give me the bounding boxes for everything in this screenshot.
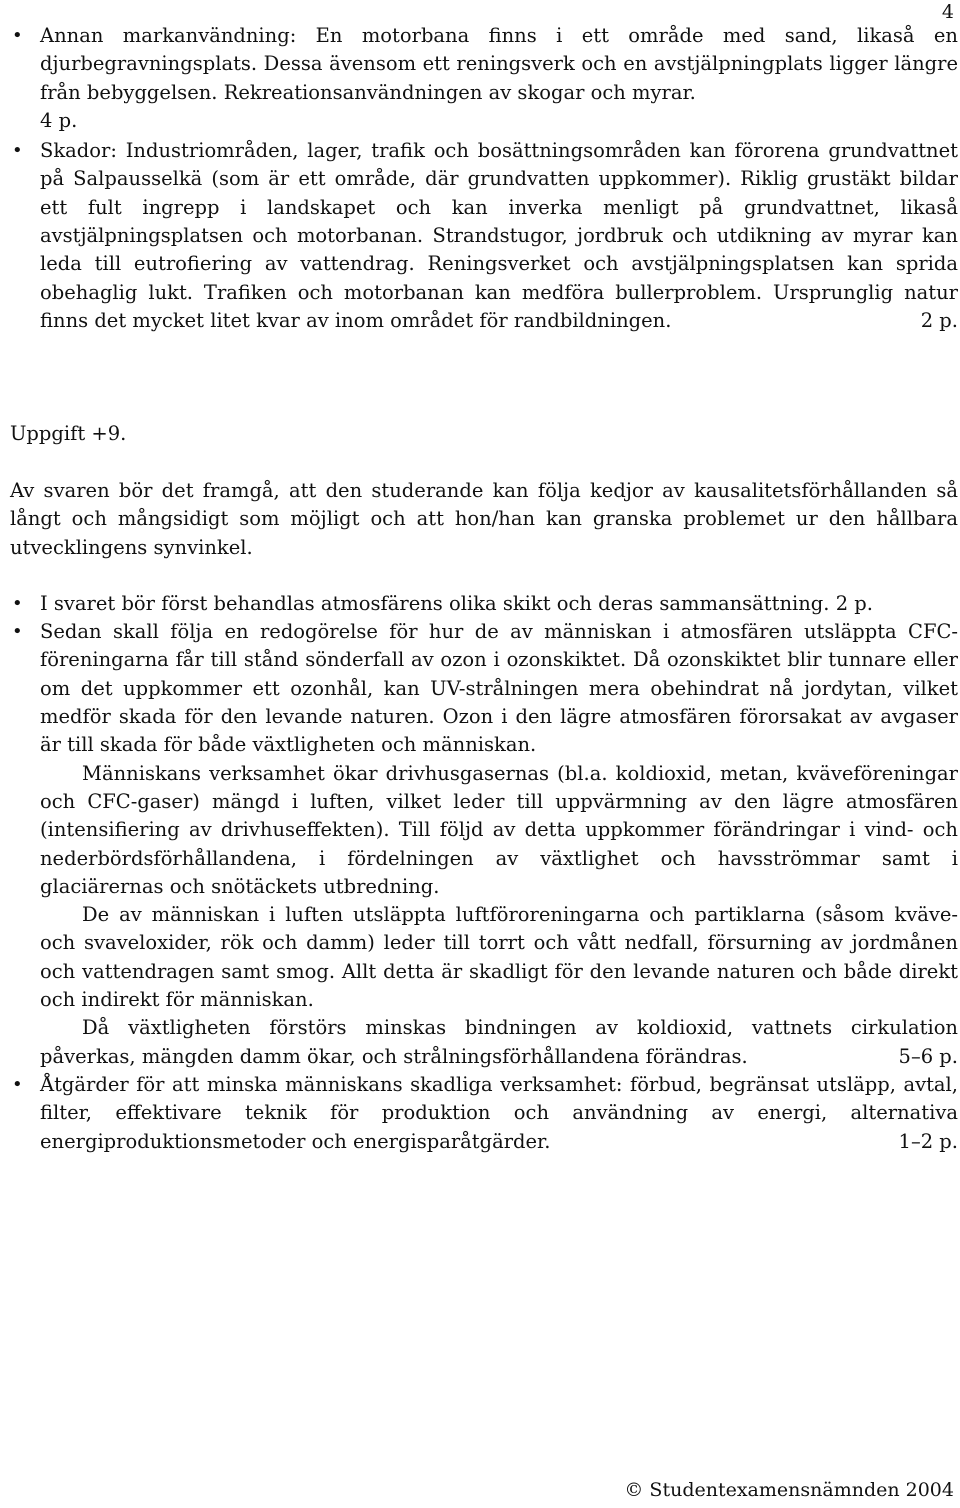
ozone-text: Sedan skall följa en redogörelse för hur de av människan i atmosfären utsläppta CFC-föreningarna får till stånd sönderfall av ozon i ozonskiktet. Då ozonskiktet blir tunnare eller om det uppkommer ett ozonhål, kan UV-strålningen mera obehindrat nå jordytan, vilket medför skada för den levande naturen. Ozon i den lägre atmosfären förorsakat av avgaser är till skada för både växtligheten och människan. — [40, 620, 958, 757]
intro-paragraph: Av svaren bör det framgå, att den studerande kan följa kedjor av kausalitetsförhållanden så långt och mångsidigt som möjligt och att hon/han kan granska problemet ur den hållbara utvecklingens synvinkel. — [10, 479, 958, 559]
item-points: 4 p. — [40, 108, 78, 132]
measures-text: Åtgärder för att minska människans skadliga verksamhet: förbud, begränsat utsläpp, avtal, filter, effektivare teknik för produktion och användning av energi, alternativa energiproduktionsmetoder och energisparåtgärder. — [40, 1072, 958, 1153]
measures-points: 1–2 p. — [898, 1129, 958, 1153]
bullet-icon: • — [12, 621, 23, 643]
item-points: 2 p. — [920, 308, 958, 332]
bullet-icon: • — [12, 140, 23, 162]
bullet-text: I svaret bör först behandlas atmosfärens olika skikt och deras sammansättning. 2 p. — [40, 591, 873, 615]
bullet-icon: • — [12, 1073, 23, 1095]
bullet-atmosphere-layers — [10, 590, 958, 618]
answer-section-2 — [10, 477, 958, 1156]
section-heading: Uppgift +9. — [10, 422, 127, 445]
bullet-icon: • — [12, 25, 23, 46]
bullet-measures — [10, 1071, 958, 1156]
pollution-paragraph: De av människan i luften utsläppta luftföroreningarna och partiklarna (såsom kväve- och svaveloxider, rök och damm) leder till torrt och vått nedfall, försurning av jordmånen och vattendragen samt smog. Allt detta är skadligt för den levande naturen och både direkt och indirekt för människan. — [40, 903, 958, 1012]
bullet-item-damage — [10, 137, 958, 335]
bullet-icon: • — [12, 592, 23, 614]
item-lead: Annan markanvändning: — [40, 24, 297, 47]
bullet-item-land-use — [10, 22, 958, 135]
vegetation-points: 5–6 p. — [898, 1044, 958, 1068]
item-lead: Skador: — [40, 139, 117, 163]
vegetation-paragraph — [40, 1014, 958, 1071]
bullet-ozone — [10, 618, 958, 1071]
vegetation-text: Då växtligheten förstörs minskas bindningen av koldioxid, vattnets cirkulation påverkas, mängden damm ökar, och strålningsförhållandena förändras. — [40, 1016, 958, 1068]
item-text: Industriområden, lager, trafik och bosättningsområden kan förorena grundvattnet på Salpausselkä (som är ett område, där grundvatten uppkommer). Riklig grustäkt bildar ett fult ingrepp i landskapet och kan inverka menligt på grundvattnet, likaså avstjälpningsplatsen och motorbanan. Strandstugor, jordbruk och utdikning av myrar kan leda till eutrofiering av vattendrag. Reningsverket och avstjälpningsplatsen kan sprida obehaglig lukt. Trafiken och motorbanan kan medföra bullerproblem. Ursprunglig natur finns det mycket litet kvar av inom området för randbildningen. — [40, 139, 958, 332]
greenhouse-paragraph: Människans verksamhet ökar drivhusgasernas (bl.a. koldioxid, metan, kväveföreningar och CFC-gaser) mängd i luften, vilket leder till uppvärmning av den lägre atmosfären (intensifiering av drivhuseffekten). Till följd av detta uppkommer förändringar i vind- och nederbördsförhållandena, i fördelningen av växtlighet och havsströmmar samt i glaciärernas och snötäckets utbredning. — [40, 761, 958, 898]
answer-section-1 — [10, 22, 958, 335]
item-text: En motorbana finns i ett område med sand, likaså en djurbegravningsplats. Dessa ävensom ett reningsverk och en avstjälpningplats ligger längre från bebyggelsen. Rekreationsanvändningen av skogar och myrar. — [40, 24, 958, 104]
page-number: 4 — [941, 1, 954, 23]
copyright-footer: © Studentexamensnämnden 2004 — [624, 1478, 954, 1501]
